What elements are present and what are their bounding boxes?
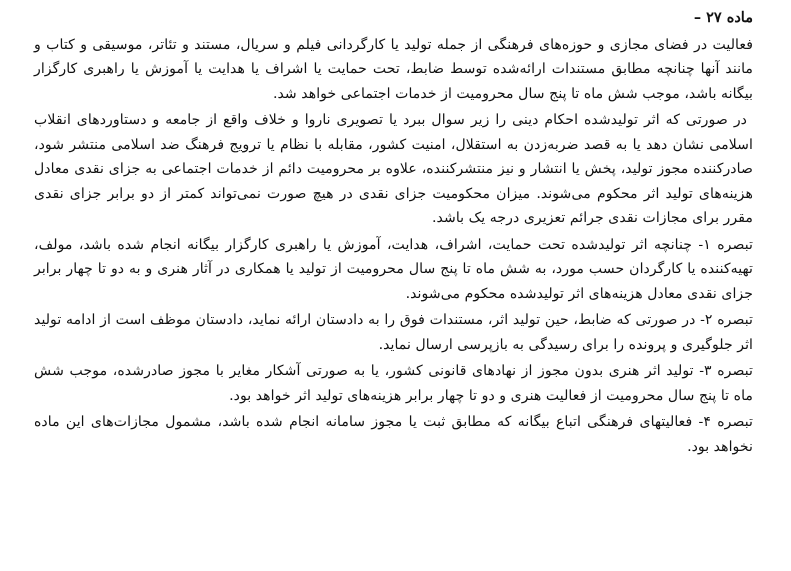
note-4: تبصره ۴- فعالیتهای فرهنگی اتباع بیگانه که مطابق ثبت یا مجوز سامانه انجام شده باشد، مشمول مجازات‌های این ماده نخواهد بود. (34, 414, 753, 455)
note-2: تبصره ۲- در صورتی که ضابط، حین تولید اثر، مستندات فوق را به دادستان ارائه نماید، دادستان موظف است از ادامه تولید اثر جلوگیری و پرونده را برای رسیدگی به بازپرسی ارسال نماید. (34, 312, 753, 353)
paragraph-content-conditions: در صورتی که اثر تولیدشده احکام دینی را زیر سوال ببرد یا تصویری ناروا و خلاف واقع از جامعه و دستاوردهای انقلاب اسلامی نشان دهد یا به قصد ضربه‌زدن به استقلال، امنیت کشور، مقابله با نظام یا ترویج فرهنگ ضد اسلامی منتشر شود، صادرکننده مجوز تولید، پخش یا انتشار و نیز منتشرکننده، علاوه بر محرومیت دائم از خدمات اجتماعی به جزای نقدی معادل هزینه‌های تولید اثر محکوم می‌شوند. میزان محکومیت جزای نقدی در هیچ صورت نمی‌تواند کمتر از دو برابر جزای نقدی مقرر برای مجازات نقدی جرائم تعزیری درجه یک باشد. (34, 112, 753, 226)
note-3: تبصره ۳- تولید اثر هنری بدون مجوز از نهادهای قانونی کشور، یا به صورتی آشکار مغایر با مجوز صادرشده، موجب شش ماه تا پنج سال محرومیت از فعالیت هنری و دو تا چهار برابر هزینه‌های تولید اثر خواهد بود. (34, 363, 753, 404)
paragraph-main: فعالیت در فضای مجازی و حوزه‌های فرهنگی از جمله تولید یا کارگردانی فیلم و سریال، مستند و تئاتر، موسیقی و کتاب و مانند آنها چنانچه مطابق مستندات ارائه‌شده توسط ضابط، تحت حمایت یا اشراف یا هدایت یا آموزش یا راهبری کارگزار بیگانه باشد، موجب شش ماه تا پنج سال محرومیت از خدمات اجتماعی خواهد شد. (34, 36, 753, 102)
article-heading: ماده ۲۷ – (693, 9, 753, 26)
note-1: تبصره ۱- چنانچه اثر تولیدشده تحت حمایت، اشراف، هدایت، آموزش یا راهبری کارگزار بیگانه انجام شده باشد، مولف، تهیه‌کننده یا کارگردان حسب مورد، به شش ماه تا پنج سال محرومیت از تولید یا همکاری در آثار هنری و به دو تا چهار برابر جزای نقدی معادل هزینه‌های اثر تولیدشده محکوم می‌شوند. (34, 236, 753, 302)
